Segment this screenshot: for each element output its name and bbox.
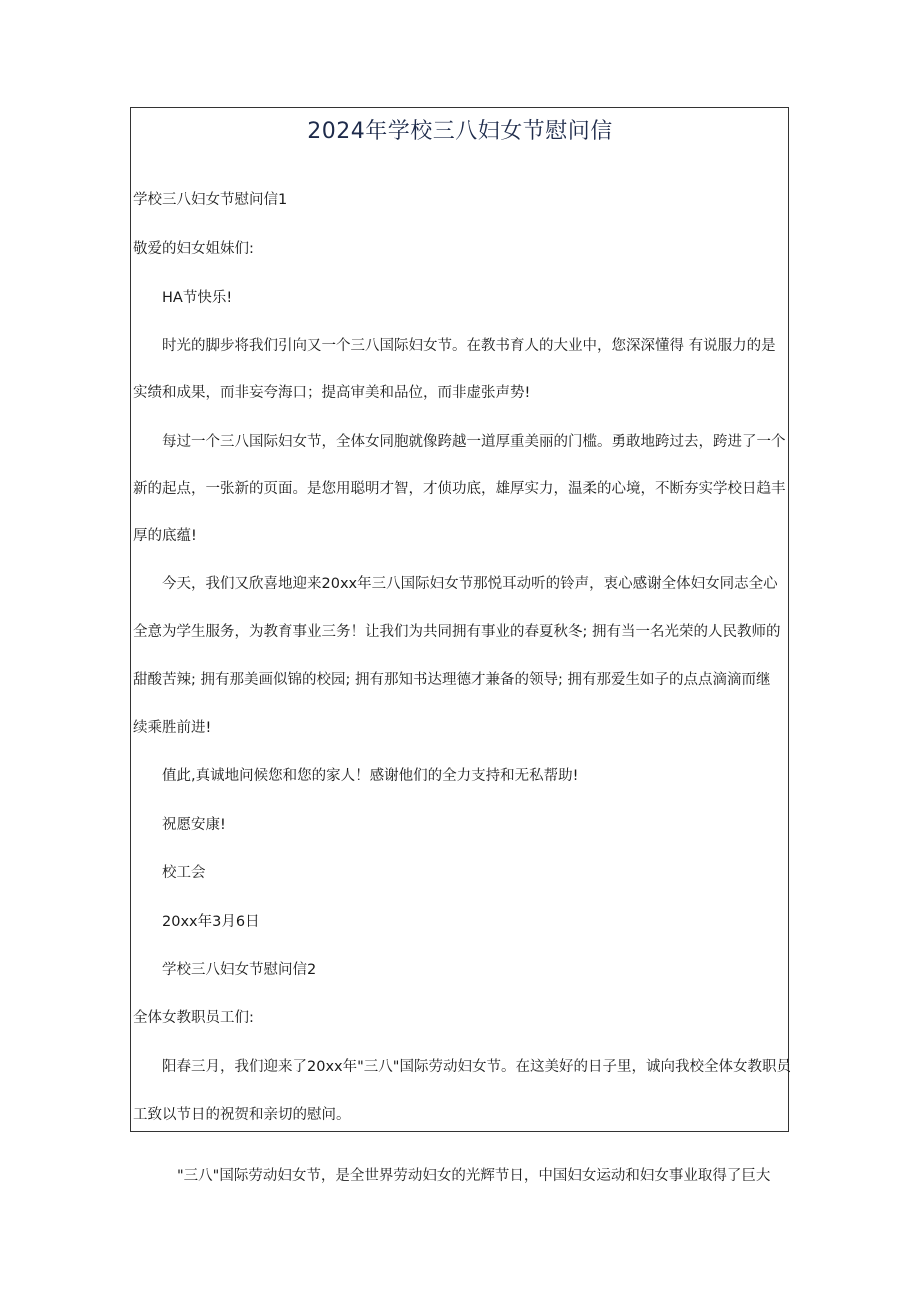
paragraph-line: 甜酸苦辣; 拥有那美画似锦的校园; 拥有那知书达理德才兼备的领导; 拥有那爱生如子的点点滴滴而继 — [133, 672, 771, 688]
paragraph-line: 续乘胜前进! — [133, 720, 212, 736]
letter1-signature: 校工会 — [162, 865, 206, 881]
paragraph-line: 工致以节日的祝贺和亲切的慰问。 — [133, 1107, 351, 1123]
letter2-heading: 学校三八妇女节慰问信2 — [162, 962, 317, 978]
paragraph-line: 全意为学生服务，为教育事业三务！让我们为共同拥有事业的春夏秋冬; 拥有当一名光荣的人民教师的 — [133, 624, 781, 640]
paragraph-line: 今天，我们又欣喜地迎来20xx年三八国际妇女节那悦耳动听的铃声，衷心感谢全体妇女同志全心 — [162, 576, 778, 592]
letter1-greeting: HA节快乐! — [162, 290, 233, 306]
continuation-line: "三八"国际劳动妇女节，是全世界劳动妇女的光辉节日，中国妇女运动和妇女事业取得了巨大 — [177, 1168, 771, 1184]
paragraph-line: 阳春三月，我们迎来了20xx年"三八"国际劳动妇女节。在这美好的日子里，诚向我校全体女教职员 — [162, 1059, 791, 1075]
letter1-salutation: 敬爱的妇女姐妹们: — [133, 241, 254, 257]
paragraph-line: 每过一个三八国际妇女节，全体女同胞就像跨越一道厚重美丽的门槛。勇敢地跨过去，跨进了一个 — [162, 434, 786, 450]
letter1-heading: 学校三八妇女节慰问信1 — [133, 192, 288, 208]
paragraph-line: 厚的底蕴! — [133, 528, 197, 544]
paragraph-line: 值此,真诚地问候您和您的家人！感谢他们的全力支持和无私帮助! — [162, 768, 579, 784]
document-title: 2024年学校三八妇女节慰问信 — [307, 119, 613, 144]
paragraph-line: 实绩和成果，而非妄夸海口；提高审美和品位，而非虚张声势! — [133, 385, 531, 401]
letter1-closing: 祝愿安康! — [162, 817, 226, 833]
paragraph-line: 时光的脚步将我们引向又一个三八国际妇女节。在教书育人的大业中，您深深懂得 有说服力的是 — [162, 338, 776, 354]
letter1-date: 20xx年3月6日 — [162, 914, 260, 930]
paragraph-line: 新的起点，一张新的页面。是您用聪明才智，才侦功底，雄厚实力，温柔的心境，不断夯实学校日趋丰 — [133, 481, 786, 497]
letter2-salutation: 全体女教职员工们: — [133, 1010, 254, 1026]
